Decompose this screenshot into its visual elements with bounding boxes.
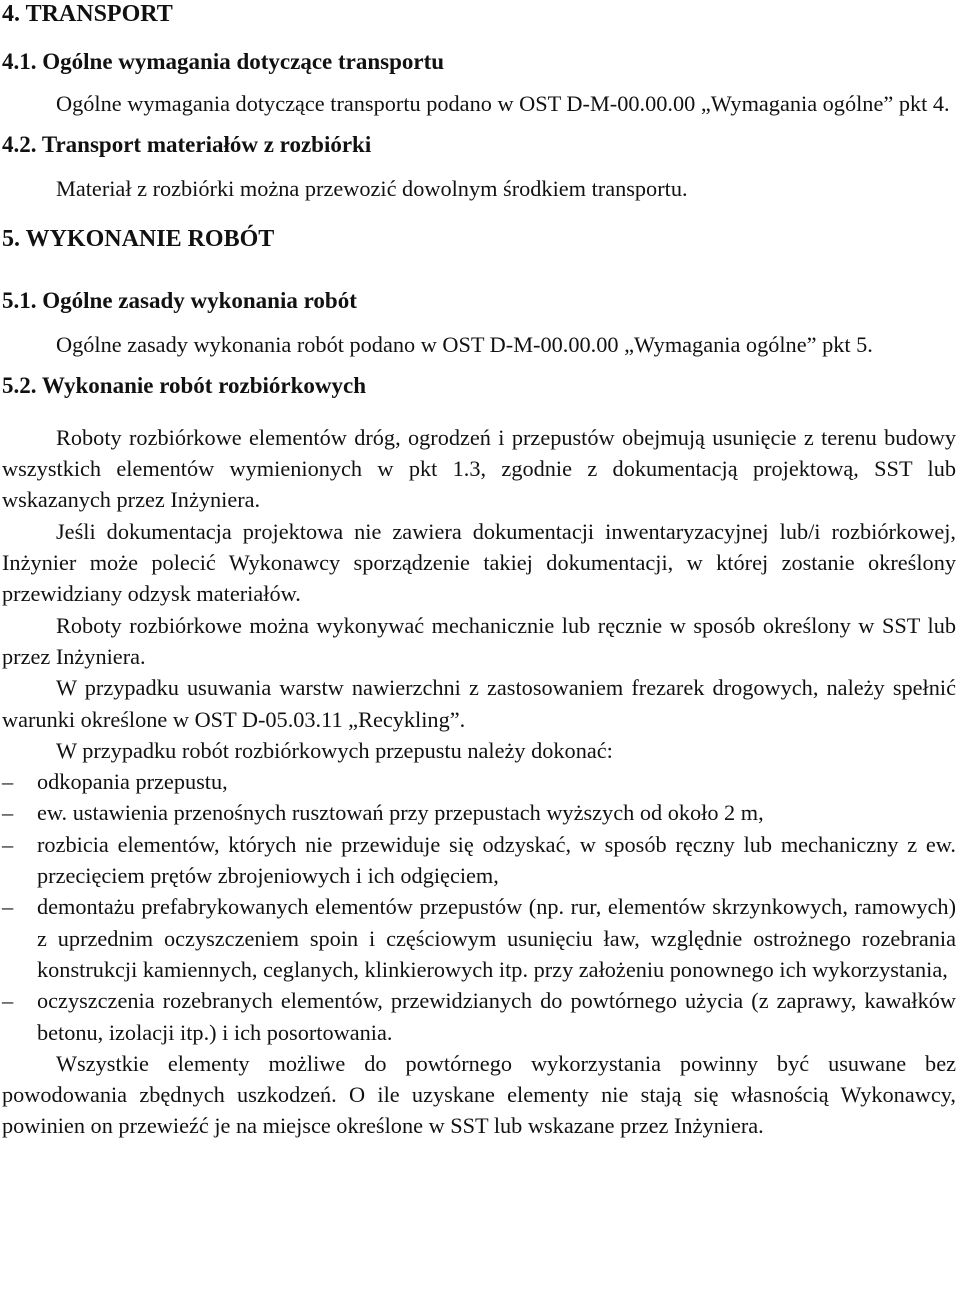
section-5-1-text: Ogólne zasady wykonania robót podano w OST D-M-00.00.00 „Wymagania ogólne” pkt 5.: [56, 331, 873, 357]
dash-bullet: –: [2, 894, 14, 920]
list-item-text: demontażu prefabrykowanych elementów przepustów (np. rur, elementów skrzynkowych, ramowych) z uprzednim oczyszczeniem spoin i częściowym usunięciu ław, względnie ostrożnego rozebrania konstrukcji kamiennych, ceglanych, klinkierowych itp. przy założeniu ponownego ich wykorzystania,: [37, 894, 956, 982]
section-5-1-heading: 5.1. Ogólne zasady wykonania robót: [2, 287, 357, 313]
section-4-heading: 4. TRANSPORT: [2, 1, 173, 27]
list-item: [2, 766, 956, 797]
list-item-text: odkopania przepustu,: [37, 769, 228, 795]
section-4-2-text: Materiał z rozbiórki można przewozić dowolnym środkiem transportu.: [56, 176, 688, 202]
section-4-1-heading: 4.1. Ogólne wymagania dotyczące transportu: [2, 49, 445, 74]
section-4-2-heading: 4.2. Transport materiałów z rozbiórki: [2, 132, 372, 158]
list-item-text: oczyszczenia rozebranych elementów, przewidzianych do powtórnego użycia (z zaprawy, kawałków betonu, izolacji itp.) i ich posortowania.: [37, 988, 956, 1045]
culvert-demolition-list: [2, 766, 956, 1048]
section-5-2-paragraph-1: Roboty rozbiórkowe elementów dróg, ogrodzeń i przepustów obejmują usunięcie z terenu budowy wszystkich elementów wymienionych w pkt 1.3, zgodnie z dokumentacją projektową, SST lub wskazanych przez Inżyniera.: [2, 424, 956, 513]
list-item-text: rozbicia elementów, których nie przewiduje się odzyskać, w sposób ręczny lub mechaniczny z ew. przecięciem prętów zbrojeniowych i ich odgięciem,: [37, 831, 956, 889]
section-5-2-paragraph-2: Jeśli dokumentacja projektowa nie zawiera dokumentacji inwentaryzacyjnej lub/i rozbiórkowej, Inżynier może polecić Wykonawcy sporządzenie takiej dokumentacji, w której zostanie określony przewidziany odzysk materiałów.: [2, 518, 956, 607]
section-5-2-paragraph-6: Wszystkie elementy możliwe do powtórnego wykorzystania powinny być usuwane bez powodowania zbędnych uszkodzeń. O ile uzyskane elementy nie stają się własnością Wykonawcy, powinien on przewieźć je na miejsce określone w SST lub wskazane przez Inżyniera.: [2, 1050, 956, 1139]
list-item-text: ew. ustawienia przenośnych rusztowań przy przepustach wyższych od około 2 m,: [37, 800, 764, 826]
section-5-heading: 5. WYKONANIE ROBÓT: [2, 225, 275, 252]
dash-bullet: –: [2, 988, 14, 1014]
section-4-1-text: Ogólne wymagania dotyczące transportu podano w OST D-M-00.00.00 „Wymagania ogólne” pkt 4.: [56, 91, 950, 116]
list-item: [2, 797, 956, 828]
section-5-2-paragraph-4: W przypadku usuwania warstw nawierzchni z zastosowaniem frezarek drogowych, należy spełnić warunki określone w OST D-05.03.11 „Recykling”.: [2, 675, 956, 732]
list-item: [2, 891, 956, 985]
section-5-2-paragraph-3: Roboty rozbiórkowe można wykonywać mechanicznie lub ręcznie w sposób określony w SST lub przez Inżyniera.: [2, 612, 956, 669]
section-5-2-paragraph-5: W przypadku robót rozbiórkowych przepustu należy dokonać:: [56, 737, 613, 763]
dash-bullet: –: [2, 769, 14, 795]
list-item: [2, 829, 956, 892]
dash-bullet: –: [2, 831, 14, 857]
section-5-2-heading: 5.2. Wykonanie robót rozbiórkowych: [2, 372, 366, 398]
dash-bullet: –: [2, 800, 14, 826]
list-item: [2, 985, 956, 1048]
